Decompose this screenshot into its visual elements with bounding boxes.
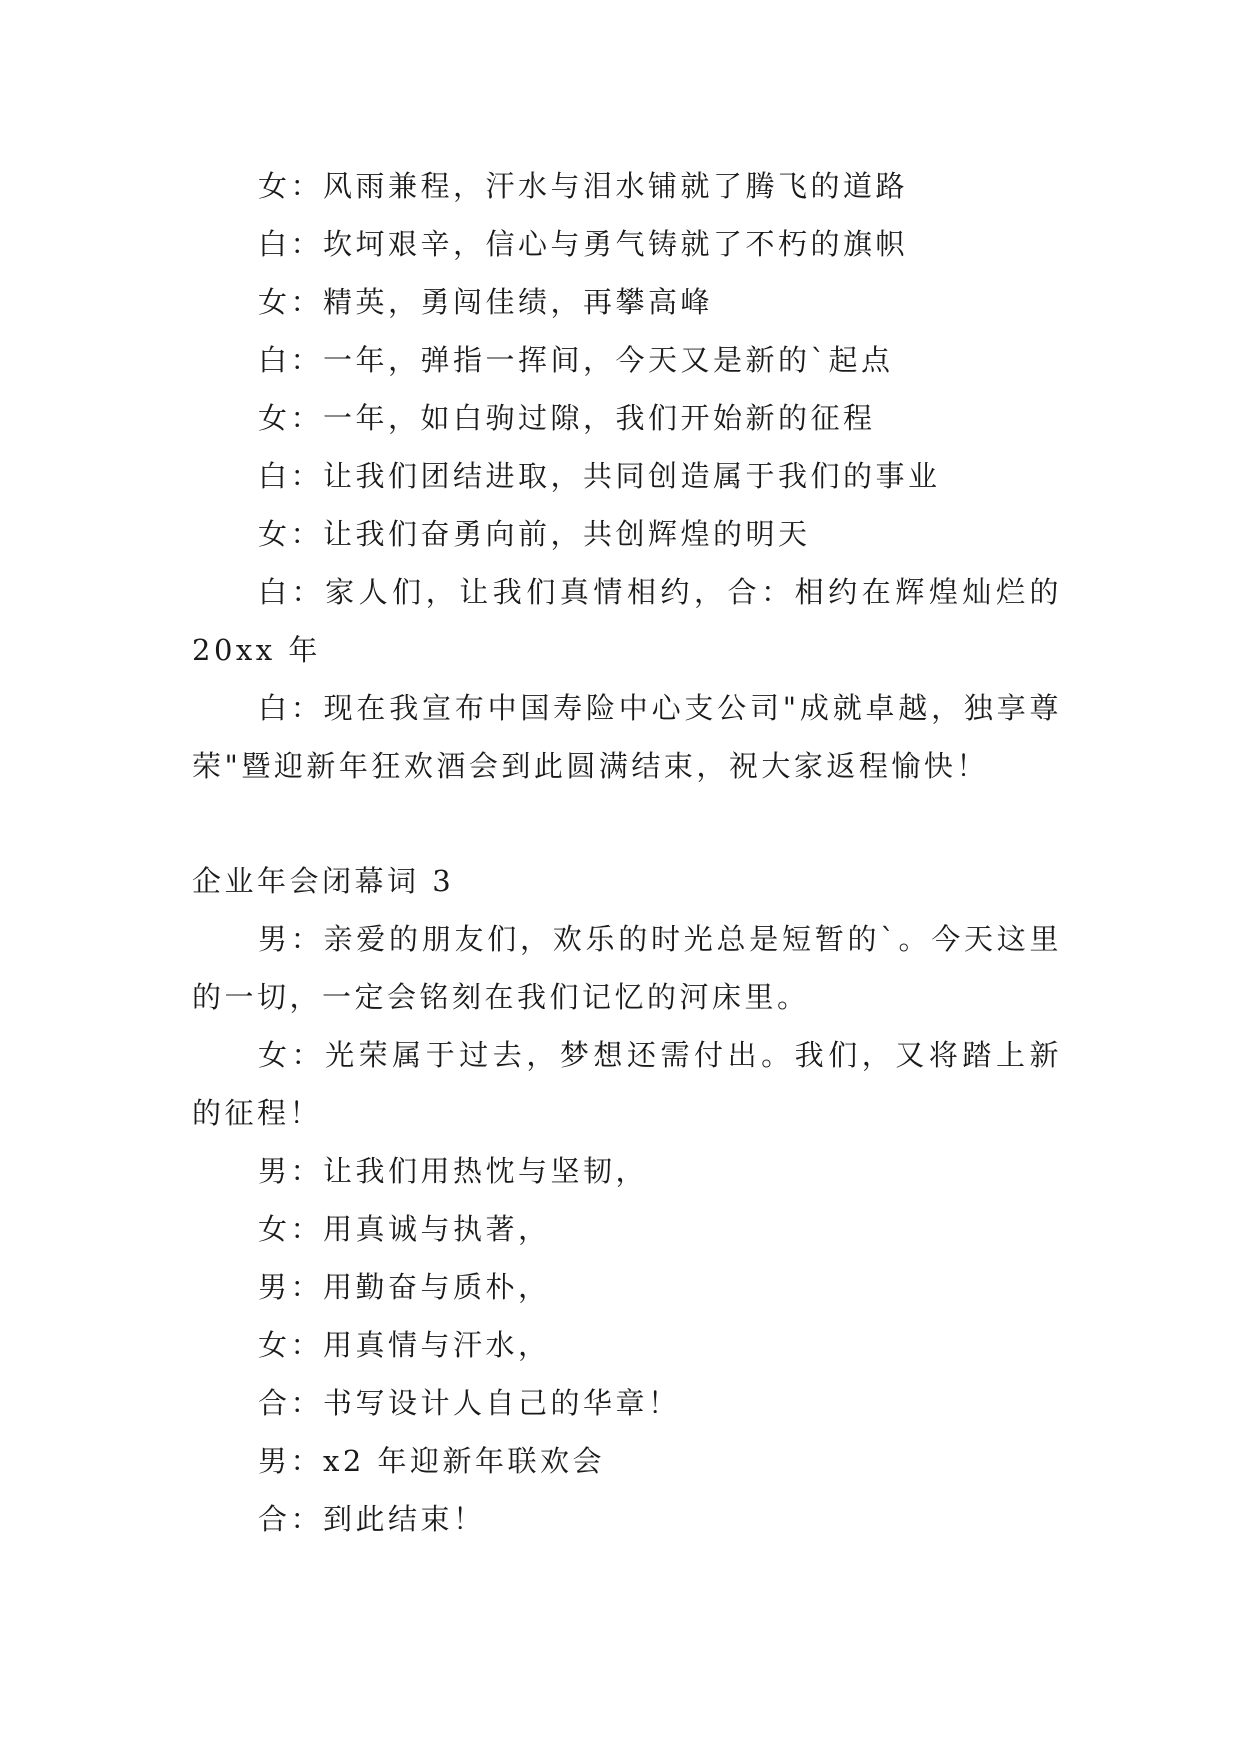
paragraph: 合：书写设计人自己的华章！ [258, 1386, 681, 1420]
paragraph: 女：风雨兼程，汗水与泪水铺就了腾飞的道路 [258, 169, 909, 203]
paragraph: 合：到此结束！ [258, 1502, 486, 1536]
section-title: 企业年会闭幕词 3 [192, 864, 455, 898]
paragraph: 男：亲爱的朋友们，欢乐的时光总是短暂的`。今天这里的一切，一定会铭刻在我们记忆的河床里。 [192, 922, 1062, 1014]
paragraph: 女：光荣属于过去，梦想还需付出。我们，又将踏上新的征程！ [192, 1038, 1062, 1130]
paragraph: 女：精英，勇闯佳绩，再攀高峰 [258, 285, 714, 319]
paragraph: 白：一年，弹指一挥间，今天又是新的`起点 [258, 343, 894, 377]
paragraph: 白：坎坷艰辛，信心与勇气铸就了不朽的旗帜 [258, 227, 909, 261]
paragraph: 男：用勤奋与质朴， [258, 1270, 551, 1304]
paragraph: 男：让我们用热忱与坚韧， [258, 1154, 649, 1188]
paragraph: 女：用真情与汗水， [258, 1328, 551, 1362]
paragraph: 男：x2 年迎新年联欢会 [258, 1444, 606, 1478]
section-1-body [192, 157, 1062, 795]
paragraph: 白：现在我宣布中国寿险中心支公司"成就卓越，独享尊荣"暨迎新年狂欢酒会到此圆满结束，祝大家返程愉快！ [192, 691, 1062, 783]
paragraph: 女：用真诚与执著， [258, 1212, 551, 1246]
paragraph: 女：让我们奋勇向前，共创辉煌的明天 [258, 517, 811, 551]
paragraph: 白：让我们团结进取，共同创造属于我们的事业 [258, 459, 941, 493]
paragraph: 女：一年，如白驹过隙，我们开始新的征程 [258, 401, 876, 435]
section-2-body [192, 852, 1062, 1548]
paragraph: 白：家人们，让我们真情相约，合：相约在辉煌灿烂的20xx 年 [192, 575, 1062, 667]
